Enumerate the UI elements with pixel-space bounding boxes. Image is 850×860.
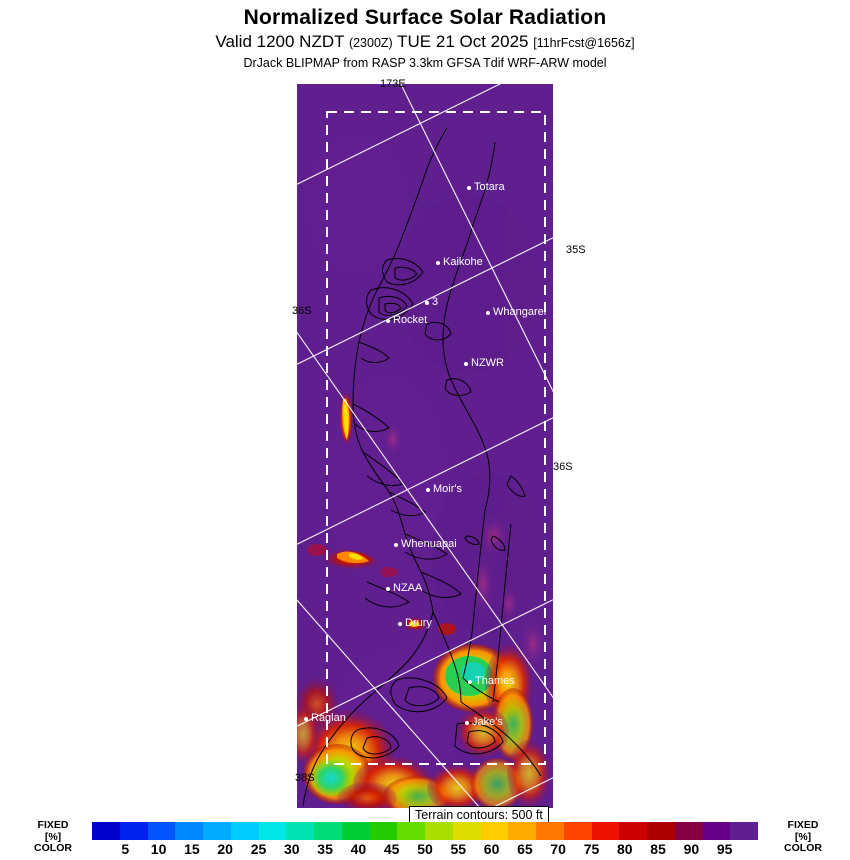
color-swatch [619, 822, 647, 840]
page-title: Normalized Surface Solar Radiation [243, 6, 607, 29]
place-label: Whenuapai [401, 538, 457, 550]
place-marker [436, 261, 440, 265]
color-swatch [647, 822, 675, 840]
legend-left-line: [%] [44, 830, 62, 843]
color-swatch [703, 822, 731, 840]
color-swatch [564, 822, 592, 840]
color-swatch [370, 822, 398, 840]
place-marker [467, 186, 471, 190]
legend-label-right [768, 820, 838, 855]
color-scale-tick: 50 [417, 841, 433, 857]
color-scale-tick: 35 [317, 841, 333, 857]
color-scale-tick: 45 [383, 841, 400, 857]
color-scale-tick: 95 [716, 841, 733, 857]
valid-zulu: (2300Z) [348, 36, 393, 50]
color-scale-tick: 5 [121, 841, 130, 857]
place-label: Moir's [433, 483, 462, 495]
valid-day: TUE 21 Oct 2025 [397, 32, 529, 51]
color-swatch [536, 822, 564, 840]
place-marker [468, 680, 472, 684]
place-marker [386, 319, 390, 323]
place-label: Jake's [472, 716, 503, 728]
color-scale-tick: 15 [184, 841, 200, 857]
place-label: Whangarei [493, 306, 547, 318]
forecast-stamp: [11hrFcst@1656z] [533, 36, 635, 50]
place-label: 3 [432, 296, 439, 308]
color-scale-tick: 85 [650, 841, 666, 857]
color-scale-tick: 80 [617, 841, 633, 857]
color-swatch [397, 822, 425, 840]
color-scale-ticks [92, 841, 758, 859]
color-scale-tick: 40 [350, 841, 367, 857]
color-swatch [481, 822, 509, 840]
place-label: Thames [475, 675, 515, 687]
color-swatch [425, 822, 453, 840]
place-marker [426, 488, 430, 492]
model-line: DrJack BLIPMAP from RASP 3.3km GFSA Tdif WRF-ARW model [243, 56, 607, 70]
color-scale-tick: 70 [550, 841, 566, 857]
color-scale-tick: 65 [517, 841, 533, 857]
color-swatch [286, 822, 314, 840]
place-marker [425, 301, 429, 305]
color-scale-tick: 20 [217, 841, 233, 857]
terrain-contour-note: Terrain contours: 500 ft [409, 806, 549, 825]
color-swatch [508, 822, 536, 840]
place-label: Drury [405, 617, 432, 629]
color-swatch [730, 822, 758, 840]
place-marker [304, 717, 308, 721]
place-label: Rocket [393, 314, 428, 326]
color-scale-tick: 30 [284, 841, 300, 857]
legend-left-line: COLOR [34, 842, 72, 854]
map-svg [297, 84, 553, 808]
place-marker [464, 362, 468, 366]
color-swatch [175, 822, 203, 840]
header [0, 0, 850, 70]
color-swatch [342, 822, 370, 840]
color-swatch [231, 822, 259, 840]
color-swatch [92, 822, 120, 840]
color-swatch [314, 822, 342, 840]
place-marker [394, 543, 398, 547]
color-scale-tick: 25 [250, 841, 267, 857]
place-marker [386, 587, 390, 591]
place-label: Kaikohe [443, 256, 483, 268]
place-label: Totara [474, 181, 505, 193]
color-scale-tick: 10 [150, 841, 167, 857]
color-scale-tick: 60 [483, 841, 500, 857]
color-swatch [120, 822, 148, 840]
graticule-label: 173E [380, 78, 406, 90]
graticule-label: 35S [566, 244, 586, 256]
color-swatch [592, 822, 620, 840]
place-label: NZAA [393, 582, 423, 594]
color-scale-bar [92, 822, 758, 840]
place-marker [398, 622, 402, 626]
color-swatch [203, 822, 231, 840]
graticule-label: 36S [292, 305, 312, 317]
legend-right-line: FIXED [787, 819, 819, 831]
color-scale-tick: 90 [683, 841, 700, 857]
legend-left-line: FIXED [37, 819, 69, 831]
color-legend [0, 820, 850, 860]
place-label: Raglan [311, 712, 346, 724]
graticule-label: 38S [295, 772, 315, 784]
color-scale-tick: 55 [450, 841, 467, 857]
map-canvas[interactable] [297, 84, 553, 808]
place-marker [486, 311, 490, 315]
color-swatch [453, 822, 481, 840]
color-swatch [675, 822, 703, 840]
valid-main: Valid 1200 NZDT [215, 32, 345, 51]
valid-time-line [0, 32, 850, 53]
color-swatch [148, 822, 176, 840]
color-scale-tick: 75 [583, 841, 600, 857]
legend-label-left [18, 820, 88, 855]
place-label: NZWR [471, 357, 504, 369]
color-swatch [259, 822, 287, 840]
legend-right-line: COLOR [784, 842, 822, 854]
graticule-label: 36S [553, 461, 573, 473]
legend-right-line: [%] [794, 830, 812, 843]
place-marker [465, 721, 469, 725]
